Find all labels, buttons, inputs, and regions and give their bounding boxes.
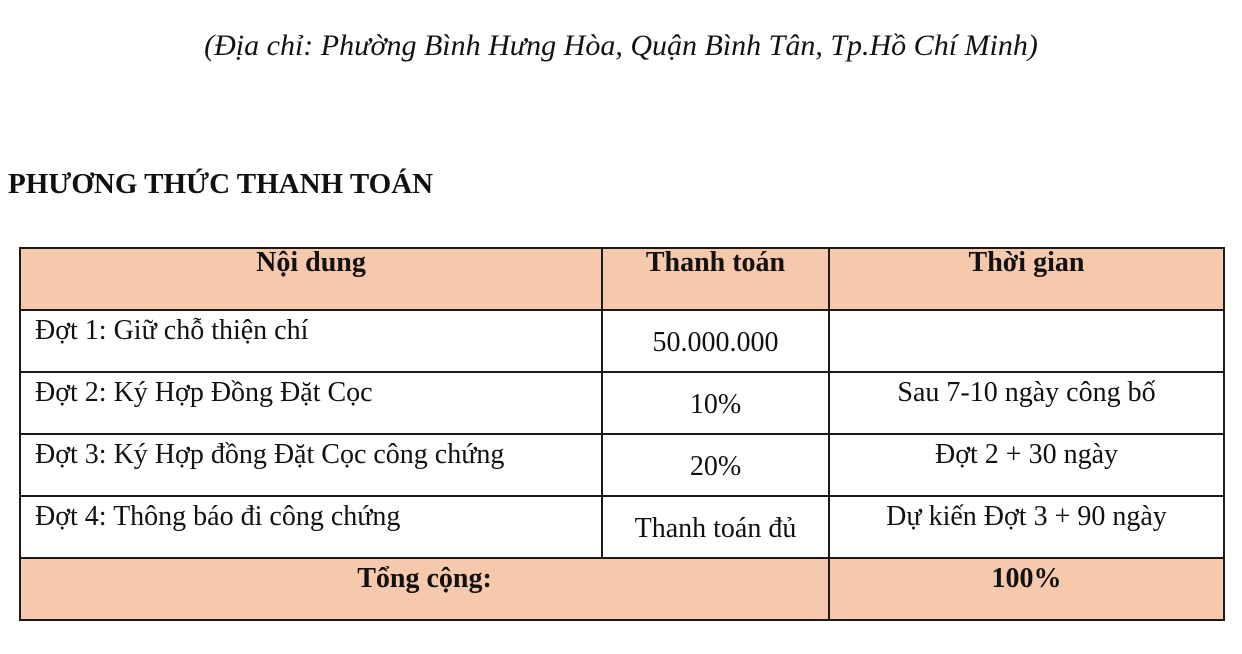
row-payment: 10% <box>602 372 829 434</box>
row-time <box>829 310 1224 372</box>
table-row <box>20 372 1224 434</box>
row-payment: Thanh toán đủ <box>602 496 829 558</box>
payment-table <box>19 247 1225 621</box>
row-time: Dự kiến Đợt 3 + 90 ngày <box>829 496 1224 558</box>
row-time: Sau 7-10 ngày công bố <box>829 372 1224 434</box>
table-row <box>20 434 1224 496</box>
row-payment: 20% <box>602 434 829 496</box>
table-header-row <box>20 248 1224 310</box>
total-value: 100% <box>829 558 1224 620</box>
row-payment: 50.000.000 <box>602 310 829 372</box>
section-title: PHƯƠNG THỨC THANH TOÁN <box>8 168 434 200</box>
address-line: (Địa chỉ: Phường Bình Hưng Hòa, Quận Bình Tân, Tp.Hồ Chí Minh) <box>204 29 1038 62</box>
table-total-row <box>20 558 1224 620</box>
total-label: Tổng cộng: <box>20 558 829 620</box>
row-content: Đợt 3: Ký Hợp đồng Đặt Cọc công chứng <box>20 434 602 496</box>
header-payment: Thanh toán <box>602 248 829 310</box>
row-content: Đợt 2: Ký Hợp Đồng Đặt Cọc <box>20 372 602 434</box>
header-time: Thời gian <box>829 248 1224 310</box>
row-content: Đợt 4: Thông báo đi công chứng <box>20 496 602 558</box>
table-row <box>20 496 1224 558</box>
header-content: Nội dung <box>20 248 602 310</box>
table-row <box>20 310 1224 372</box>
row-time: Đợt 2 + 30 ngày <box>829 434 1224 496</box>
row-content: Đợt 1: Giữ chỗ thiện chí <box>20 310 602 372</box>
